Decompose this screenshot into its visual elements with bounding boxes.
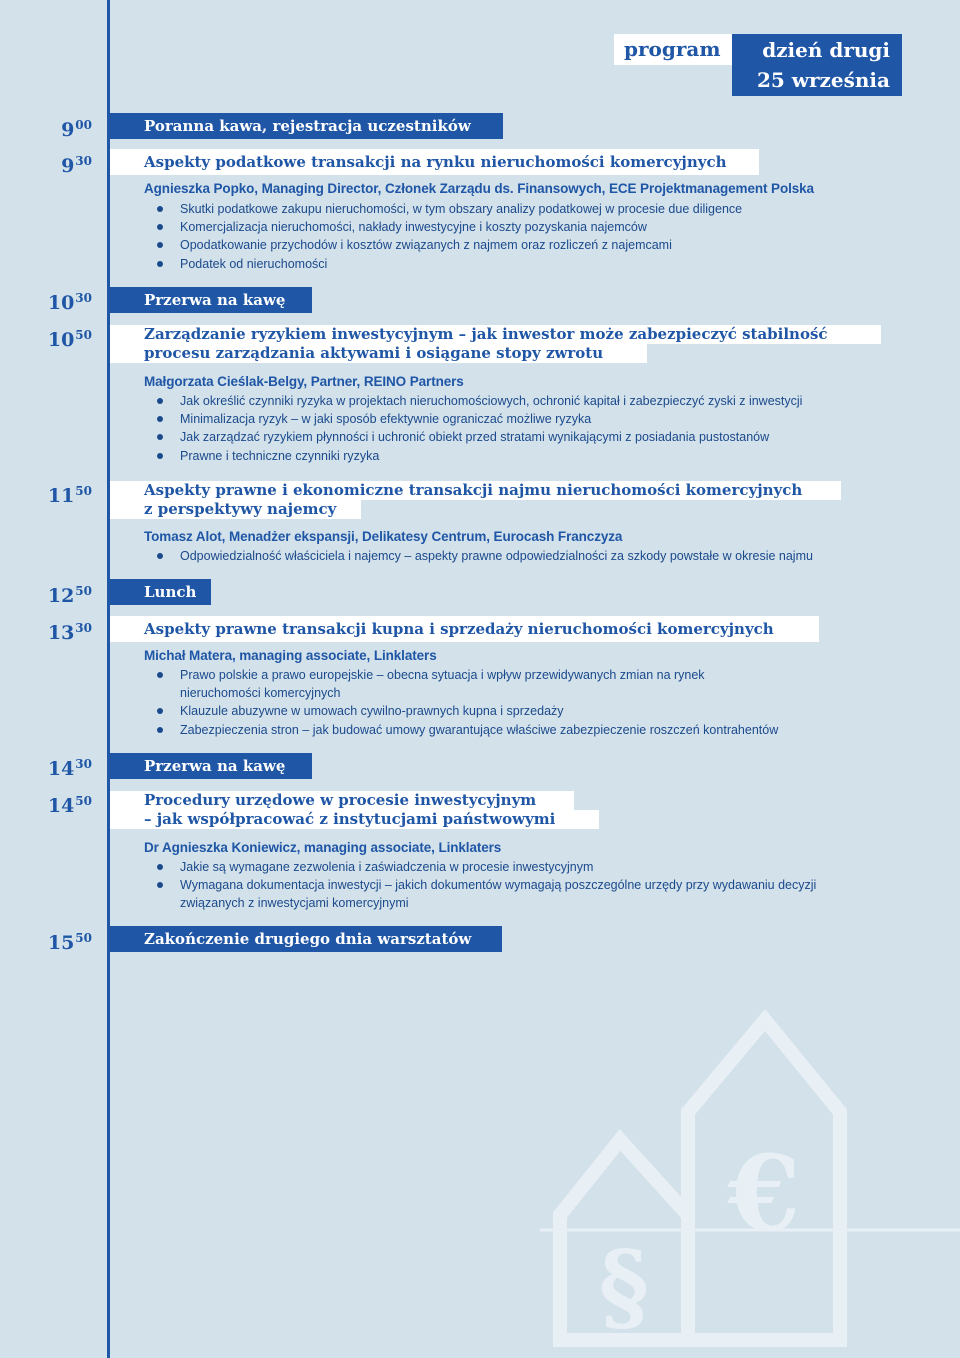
list-item: Podatek od nieruchomości — [144, 255, 742, 273]
list-item: Wymagana dokumentacja inwestycji – jakich dokumentów wymagają poszczególne urzędy przy wydawaniu decyzji związanych z inwestycjami komercyjnymi — [144, 876, 884, 912]
timeline-line — [107, 0, 110, 1358]
speaker: Michał Matera, managing associate, Linklaters — [144, 648, 437, 663]
session-title: Aspekty podatkowe transakcji na rynku nieruchomości komercyjnych — [110, 149, 759, 175]
program-label: program — [614, 34, 733, 65]
time-label: $12^{50}$ — [47, 584, 92, 607]
day-badge — [732, 34, 902, 96]
session-title-line: Zarządzanie ryzykiem inwestycyjnym – jak inwestor może zabezpieczyć stabilność — [110, 325, 881, 344]
topic-list — [144, 666, 784, 739]
session-title: Poranna kawa, rejestracja uczestników — [110, 113, 503, 139]
session-title: Zakończenie drugiego dnia warsztatów — [110, 926, 502, 952]
topic-list — [144, 547, 813, 565]
paragraph-icon: § — [598, 1230, 650, 1343]
session-title-line: z perspektywy najemcy — [110, 500, 361, 519]
session-title-line: – jak współpracować z instytucjami państwowymi — [110, 810, 599, 829]
speaker: Dr Agnieszka Koniewicz, managing associate, Linklaters — [144, 840, 502, 855]
session-title: Lunch — [110, 579, 211, 605]
session-title-line: Aspekty prawne i ekonomiczne transakcji najmu nieruchomości komercyjnych — [110, 481, 841, 500]
list-item: Prawo polskie a prawo europejskie – obecna sytuacja i wpływ przewidywanych zmian na rynek nieruchomości komercyjnych — [144, 666, 784, 702]
time-label: $9^{30}$ — [61, 154, 92, 177]
list-item: Klauzule abuzywne w umowach cywilno-prawnych kupna i sprzedaży — [144, 702, 784, 720]
session-title — [110, 481, 841, 519]
date-label: 25 września — [757, 68, 890, 92]
topic-list — [144, 858, 884, 913]
time-label: $14^{30}$ — [47, 757, 92, 780]
list-item: Jak określić czynniki ryzyka w projektach nieruchomościowych, ochronić kapitał i zabezpieczyć zyski z inwestycji — [144, 392, 802, 410]
session-title: Przerwa na kawę — [110, 287, 312, 313]
time-label: $11^{50}$ — [47, 484, 92, 507]
topic-list — [144, 392, 802, 465]
session-title: Przerwa na kawę — [110, 753, 312, 779]
session-title — [110, 791, 599, 829]
day-label: dzień drugi — [762, 38, 890, 62]
time-label: $9^{00}$ — [61, 118, 92, 141]
list-item: Opodatkowanie przychodów i kosztów związanych z najmem oraz rozliczeń z najemcami — [144, 236, 742, 254]
speaker: Tomasz Alot, Menadżer ekspansji, Delikatesy Centrum, Eurocash Franczyza — [144, 529, 623, 544]
list-item: Odpowiedzialność właściciela i najemcy – aspekty prawne odpowiedzialności za szkody powstałe w okresie najmu — [144, 547, 813, 565]
euro-icon: € — [727, 1132, 801, 1255]
session-title — [110, 325, 881, 363]
topic-list — [144, 200, 742, 273]
list-item: Minimalizacja ryzyk – w jaki sposób efektywnie ograniczać możliwe ryzyka — [144, 410, 802, 428]
list-item: Zabezpieczenia stron – jak budować umowy gwarantujące właściwe zabezpieczenie roszczeń kontrahentów — [144, 721, 784, 739]
houses-decoration — [540, 1010, 960, 1358]
session-title-line: Procedury urzędowe w procesie inwestycyjnym — [110, 791, 574, 810]
time-label: $15^{50}$ — [47, 931, 92, 954]
time-label: $10^{50}$ — [47, 328, 92, 351]
list-item: Skutki podatkowe zakupu nieruchomości, w tym obszary analizy podatkowej w procesie due diligence — [144, 200, 742, 218]
time-label: $14^{50}$ — [47, 794, 92, 817]
time-label: $13^{30}$ — [47, 621, 92, 644]
session-title: Aspekty prawne transakcji kupna i sprzedaży nieruchomości komercyjnych — [110, 616, 819, 642]
session-title-line: procesu zarządzania aktywami i osiągane stopy zwrotu — [110, 344, 647, 363]
speaker: Agnieszka Popko, Managing Director, Członek Zarządu ds. Finansowych, ECE Projektmanagement Polska — [144, 181, 814, 196]
list-item: Komercjalizacja nieruchomości, nakłady inwestycyjne i koszty pozyskania najemców — [144, 218, 742, 236]
list-item: Prawne i techniczne czynniki ryzyka — [144, 447, 802, 465]
list-item: Jakie są wymagane zezwolenia i zaświadczenia w procesie inwestycyjnym — [144, 858, 884, 876]
speaker: Małgorzata Cieślak-Belgy, Partner, REINO Partners — [144, 374, 464, 389]
list-item: Jak zarządzać ryzykiem płynności i uchronić obiekt przed stratami wynikającymi z posiadania pustostanów — [144, 428, 802, 446]
time-label: $10^{30}$ — [47, 291, 92, 314]
